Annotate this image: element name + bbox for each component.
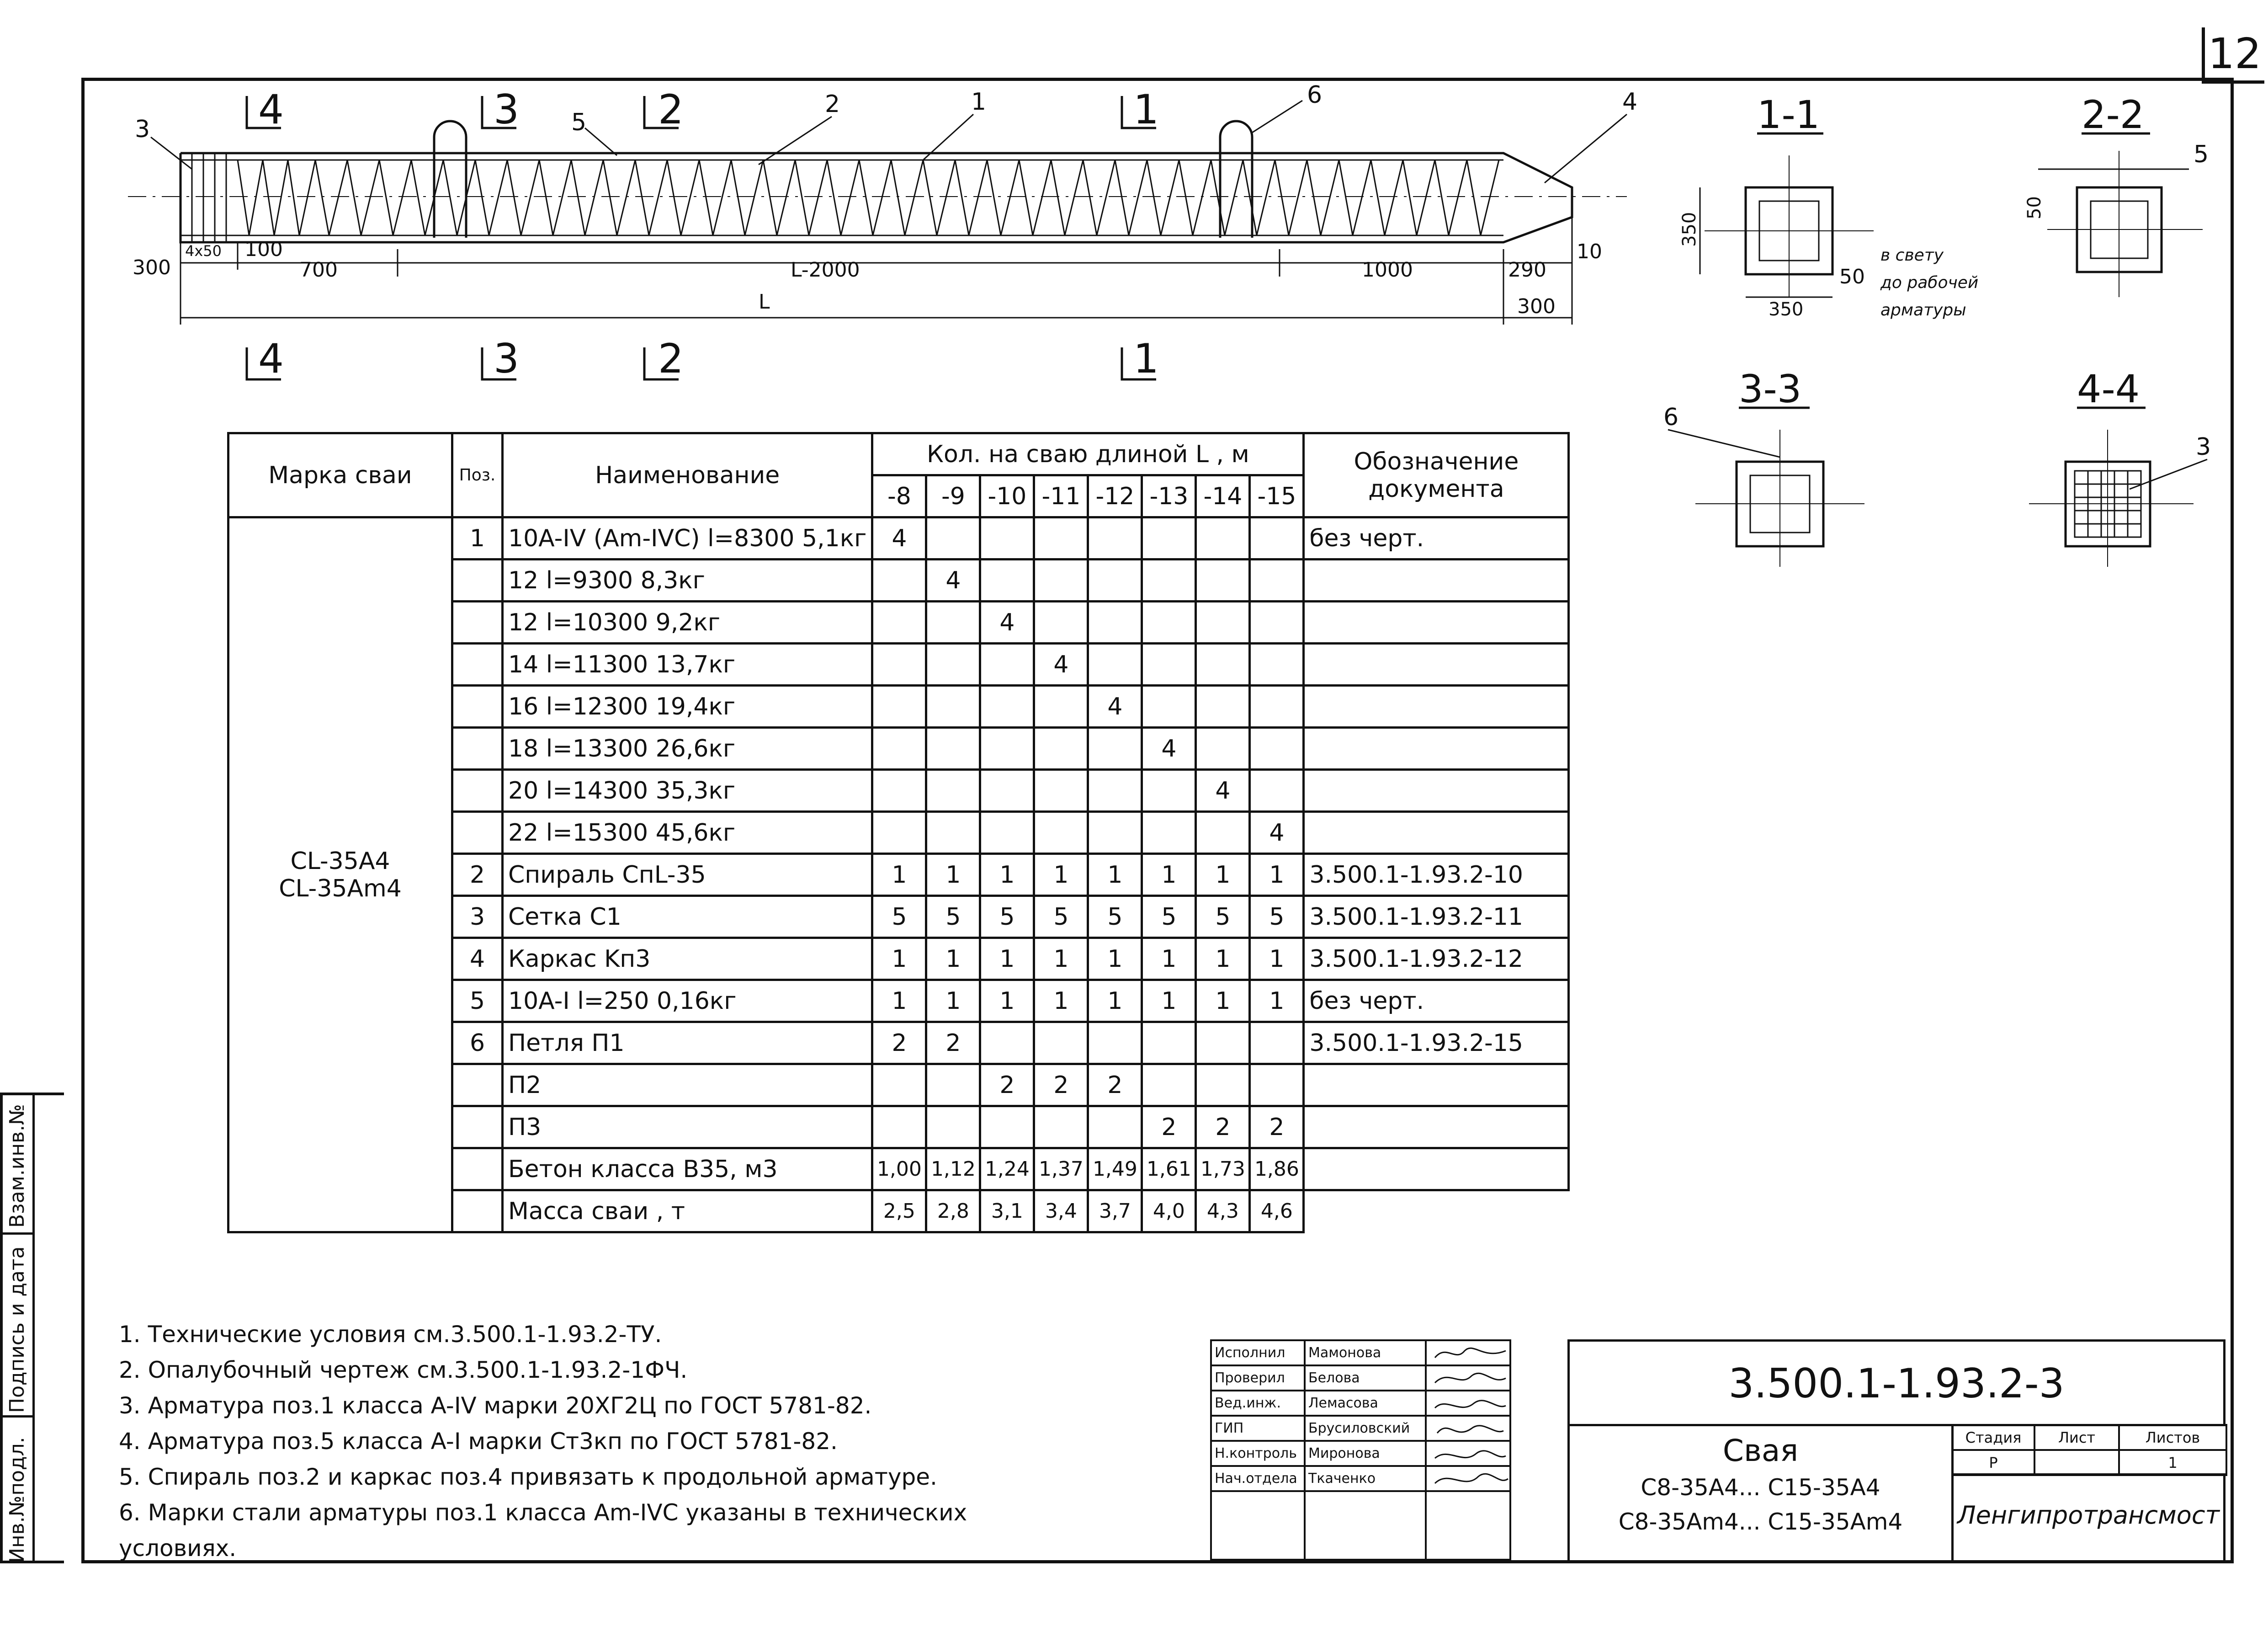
section-1-1-height: 350 [1679, 212, 1700, 247]
doc-cell [1304, 812, 1569, 854]
length-col: -13 [1142, 475, 1196, 517]
doc-cell: 3.500.1-1.93.2-10 [1304, 854, 1569, 896]
qty-cell: 1 [1196, 854, 1250, 896]
person: Мамонова [1305, 1340, 1426, 1365]
qty-cell: 4 [1196, 770, 1250, 812]
header-doc: Обозначение документа [1304, 433, 1569, 517]
header-name: Наименование [503, 433, 872, 517]
name-cell: 16 l=12300 19,4кг [503, 686, 872, 728]
qty-cell [1142, 1022, 1196, 1064]
qty-cell [1196, 517, 1250, 560]
doc-cell [1304, 686, 1569, 728]
doc-cell: 3.500.1-1.93.2-15 [1304, 1022, 1569, 1064]
qty-cell [1250, 728, 1304, 770]
qty-cell: 1 [1196, 980, 1250, 1022]
note-line: 2. Опалубочный чертеж см.3.500.1-1.93.2-1ФЧ. [119, 1357, 688, 1383]
section-1-1-cover: 50 [1839, 265, 1865, 288]
qty-cell: 2 [926, 1022, 980, 1064]
qty-cell: 1 [872, 980, 926, 1022]
qty-cell [980, 560, 1034, 602]
qty-cell: 2 [1142, 1106, 1196, 1148]
length-col: -11 [1034, 475, 1088, 517]
qty-cell: 3,1 [980, 1190, 1034, 1232]
qty-cell [1142, 686, 1196, 728]
qty-cell [1088, 728, 1142, 770]
qty-cell: 2 [1196, 1106, 1250, 1148]
qty-cell [1034, 770, 1088, 812]
qty-cell [1196, 686, 1250, 728]
section-1-1-title: 1-1 [1757, 92, 1820, 137]
qty-cell [1142, 1064, 1196, 1106]
doc-code: 3.500.1-1.93.2-3 [1728, 1360, 2065, 1407]
doc-title: Свая [1722, 1433, 1799, 1468]
qty-cell [926, 602, 980, 644]
qty-cell: 1 [1034, 854, 1088, 896]
dim-4x50: 4x50 [185, 242, 222, 260]
qty-cell [1088, 560, 1142, 602]
qty-cell: 1 [1088, 938, 1142, 980]
qty-cell [1142, 560, 1196, 602]
callout-4: 4 [1622, 88, 1638, 116]
name-cell: Бетон класса B35, м3 [503, 1148, 872, 1190]
dim-10: 10 [1577, 240, 1602, 263]
dim-290: 290 [1508, 258, 1546, 282]
specification-table [227, 432, 1570, 1233]
pos-cell [452, 1064, 503, 1106]
qty-cell: 2,8 [926, 1190, 980, 1232]
qty-cell [926, 770, 980, 812]
qty-cell [1196, 602, 1250, 644]
cut-3-bottom: 3 [494, 335, 519, 382]
cut-2-bottom: 2 [658, 335, 684, 382]
dim-700: 700 [299, 258, 338, 282]
qty-cell: 4,0 [1142, 1190, 1196, 1232]
qty-cell [1088, 1022, 1142, 1064]
sheet-value [2034, 1450, 2119, 1475]
qty-cell: 4 [1142, 728, 1196, 770]
doc-cell [1304, 560, 1569, 602]
name-cell: П3 [503, 1106, 872, 1148]
qty-cell [1250, 517, 1304, 560]
qty-cell: 4,6 [1250, 1190, 1304, 1232]
pile-mark: CL-35Am4 [279, 874, 402, 902]
qty-cell: 1,24 [980, 1148, 1034, 1190]
qty-cell [980, 1022, 1034, 1064]
qty-cell: 1 [980, 938, 1034, 980]
spec-row [228, 517, 1569, 560]
pos-cell [452, 1190, 503, 1232]
qty-cell: 1 [926, 938, 980, 980]
name-cell: 14 l=11300 13,7кг [503, 644, 872, 686]
qty-cell [872, 1064, 926, 1106]
section-4-4-pos: 3 [2196, 433, 2211, 461]
qty-cell: 5 [1250, 896, 1304, 938]
doc-cell: без черт. [1304, 980, 1569, 1022]
qty-cell [980, 686, 1034, 728]
qty-cell [872, 812, 926, 854]
qty-cell [980, 770, 1034, 812]
doc-cell: 3.500.1-1.93.2-12 [1304, 938, 1569, 980]
qty-cell: 1,37 [1034, 1148, 1088, 1190]
pos-cell: 5 [452, 980, 503, 1022]
note-line: 4. Арматура поз.5 класса A-I марки Ст3кп по ГОСТ 5781-82. [119, 1428, 838, 1455]
qty-cell: 1 [926, 854, 980, 896]
callout-3: 3 [135, 116, 150, 143]
qty-cell [872, 770, 926, 812]
cut-1-bottom: 1 [1133, 335, 1159, 382]
length-col: -15 [1250, 475, 1304, 517]
qty-cell [1034, 812, 1088, 854]
callout-1: 1 [971, 88, 987, 116]
qty-cell [1250, 560, 1304, 602]
qty-cell: 5 [1034, 896, 1088, 938]
qty-cell [872, 686, 926, 728]
stage-value: P [1952, 1450, 2034, 1475]
qty-cell [926, 1106, 980, 1148]
note-line: 6. Марки стали арматуры поз.1 класса Am-IVC указаны в технических [119, 1499, 967, 1526]
cut-3-top: 3 [494, 86, 519, 133]
section-1-1-note-3: арматуры [1880, 301, 1966, 320]
qty-cell [1250, 686, 1304, 728]
callout-5: 5 [571, 109, 587, 136]
qty-cell [1142, 517, 1196, 560]
pos-cell: 1 [452, 517, 503, 560]
role: Нач.отдела [1211, 1466, 1305, 1491]
qty-cell: 1 [1088, 854, 1142, 896]
qty-cell: 3,7 [1088, 1190, 1142, 1232]
qty-cell: 1 [1034, 980, 1088, 1022]
dim-1000: 1000 [1362, 258, 1413, 282]
qty-cell [926, 644, 980, 686]
pos-cell: 6 [452, 1022, 503, 1064]
qty-cell: 1 [980, 854, 1034, 896]
qty-cell [1034, 728, 1088, 770]
dim-100: 100 [244, 238, 283, 261]
header-pos: Поз. [452, 433, 503, 517]
pos-cell [452, 728, 503, 770]
qty-cell [1142, 770, 1196, 812]
qty-cell: 4 [1250, 812, 1304, 854]
qty-cell [1196, 1022, 1250, 1064]
length-col: -14 [1196, 475, 1250, 517]
qty-cell: 4 [980, 602, 1034, 644]
name-cell: П2 [503, 1064, 872, 1106]
qty-cell [1196, 560, 1250, 602]
dim-L: L [759, 290, 770, 314]
doc-cell [1304, 770, 1569, 812]
pile-mark: CL-35A4 [290, 847, 390, 875]
qty-cell [1142, 812, 1196, 854]
qty-cell: 1,00 [872, 1148, 926, 1190]
section-views [1627, 82, 2221, 567]
dim-300-right: 300 [1517, 295, 1556, 318]
qty-cell: 5 [926, 896, 980, 938]
cut-4-top: 4 [258, 86, 284, 133]
pos-cell [452, 1148, 503, 1190]
qty-cell [926, 517, 980, 560]
side-label-replace: Взам.инв.№ [5, 1104, 29, 1228]
side-cell-inv [3, 1415, 35, 1563]
length-col: -12 [1088, 475, 1142, 517]
qty-cell [926, 686, 980, 728]
pos-cell [452, 686, 503, 728]
pos-cell: 2 [452, 854, 503, 896]
spiral [238, 160, 1499, 235]
section-3-3-pos: 6 [1663, 404, 1679, 431]
section-2-2-dim: 50 [2024, 196, 2045, 219]
qty-cell: 2 [1088, 1064, 1142, 1106]
length-col: -10 [980, 475, 1034, 517]
cut-2-top: 2 [658, 86, 684, 133]
length-col: -9 [926, 475, 980, 517]
doc-subtitle-1: C8-35A4... C15-35A4 [1641, 1474, 1880, 1501]
pile-outline [181, 153, 1572, 242]
qty-cell [1196, 1064, 1250, 1106]
qty-cell: 5 [980, 896, 1034, 938]
qty-cell: 2,5 [872, 1190, 926, 1232]
org-box [1951, 1473, 2226, 1563]
role: Н.контроль [1211, 1441, 1305, 1466]
doc-cell: без черт. [1304, 517, 1569, 560]
pos-cell: 3 [452, 896, 503, 938]
qty-cell [872, 728, 926, 770]
note-line: условиях. [119, 1535, 237, 1562]
qty-cell: 1,12 [926, 1148, 980, 1190]
sheet-number: 12 [2202, 27, 2264, 84]
qty-cell: 5 [872, 896, 926, 938]
qty-cell [1250, 602, 1304, 644]
qty-cell [1034, 686, 1088, 728]
name-cell: 20 l=14300 35,3кг [503, 770, 872, 812]
callout-6: 6 [1307, 81, 1323, 109]
section-1-1-width: 350 [1769, 299, 1804, 320]
qty-cell: 1 [1250, 938, 1304, 980]
qty-cell [1088, 644, 1142, 686]
qty-cell: 4 [872, 517, 926, 560]
qty-cell: 1,73 [1196, 1148, 1250, 1190]
section-2-2-pos: 5 [2194, 141, 2209, 168]
side-label-inv: Инв.№подл. [5, 1437, 29, 1563]
side-cell-sign [3, 1232, 35, 1415]
qty-cell [980, 728, 1034, 770]
qty-cell: 1,86 [1250, 1148, 1304, 1190]
name-cell: Сетка C1 [503, 896, 872, 938]
qty-cell: 1 [1088, 980, 1142, 1022]
qty-cell [1088, 602, 1142, 644]
qty-cell: 1 [1142, 980, 1196, 1022]
qty-cell: 1 [872, 854, 926, 896]
qty-cell: 1 [1142, 938, 1196, 980]
section-1-1-note-1: в свету [1880, 246, 1944, 265]
signatures [1428, 1342, 1515, 1492]
qty-cell: 3,4 [1034, 1190, 1088, 1232]
doc-cell [1304, 728, 1569, 770]
doc-cell [1304, 1106, 1569, 1148]
qty-cell [980, 1106, 1034, 1148]
person: Миронова [1305, 1441, 1426, 1466]
qty-cell: 1 [980, 980, 1034, 1022]
doc-subtitle-2: C8-35Am4... C15-35Am4 [1618, 1508, 1903, 1535]
qty-cell: 1 [872, 938, 926, 980]
qty-cell [1088, 517, 1142, 560]
qty-cell: 2 [872, 1022, 926, 1064]
notes [119, 1317, 967, 1566]
name-cell: Масса сваи , т [503, 1190, 872, 1232]
doc-cell: 3.500.1-1.93.2-11 [1304, 896, 1569, 938]
name-cell: Петля П1 [503, 1022, 872, 1064]
section-2-2-title: 2-2 [2082, 92, 2145, 137]
pos-cell [452, 770, 503, 812]
section-4-4-title: 4-4 [2077, 367, 2140, 411]
person: Белова [1305, 1365, 1426, 1391]
qty-cell: 5 [1088, 896, 1142, 938]
loop-right [1220, 121, 1252, 238]
qty-cell: 1 [926, 980, 980, 1022]
qty-cell [872, 560, 926, 602]
qty-cell: 1 [1250, 980, 1304, 1022]
qty-cell: 4 [926, 560, 980, 602]
cut-1-top: 1 [1133, 86, 1159, 133]
spec-body [228, 517, 1569, 1232]
pos-cell [452, 644, 503, 686]
cut-4-bottom: 4 [258, 335, 284, 382]
qty-cell [1034, 517, 1088, 560]
sheet-header: Лист [2034, 1425, 2119, 1450]
doc-cell [1304, 644, 1569, 686]
doc-cell [1304, 602, 1569, 644]
qty-cell [1142, 602, 1196, 644]
qty-cell [1034, 1022, 1088, 1064]
pos-cell [452, 1106, 503, 1148]
qty-cell [980, 517, 1034, 560]
pos-cell [452, 602, 503, 644]
qty-cell [1088, 770, 1142, 812]
qty-cell [872, 1106, 926, 1148]
name-cell: Каркас Kп3 [503, 938, 872, 980]
side-label-sign: Подпись и дата [5, 1246, 29, 1413]
dim-300-left: 300 [133, 256, 171, 279]
qty-cell: 1 [1196, 938, 1250, 980]
stage-table [1951, 1424, 2227, 1476]
sheets-value: 1 [2119, 1450, 2226, 1475]
qty-cell: 2 [1250, 1106, 1304, 1148]
qty-cell [1250, 644, 1304, 686]
doc-code-box [1567, 1339, 2226, 1426]
qty-cell [1142, 644, 1196, 686]
note-line: 5. Спираль поз.2 и каркас поз.4 привязать к продольной арматуре. [119, 1464, 937, 1490]
role: ГИП [1211, 1416, 1305, 1441]
qty-cell: 1,61 [1142, 1148, 1196, 1190]
note-line: 1. Технические условия см.3.500.1-1.93.2-ТУ. [119, 1321, 662, 1348]
qty-cell [1196, 812, 1250, 854]
qty-cell: 5 [1142, 896, 1196, 938]
qty-cell: 5 [1196, 896, 1250, 938]
dim-L-2000: L-2000 [791, 258, 860, 282]
qty-cell [926, 812, 980, 854]
qty-cell [1250, 1064, 1304, 1106]
callout-2: 2 [825, 91, 840, 118]
doc-cell [1304, 1064, 1569, 1106]
qty-cell [980, 812, 1034, 854]
person: Брусиловский [1305, 1416, 1426, 1441]
name-cell: 10A-I l=250 0,16кг [503, 980, 872, 1022]
role: Вед.инж. [1211, 1391, 1305, 1416]
qty-cell [1034, 560, 1088, 602]
qty-cell: 2 [980, 1064, 1034, 1106]
pos-cell [452, 560, 503, 602]
sheets-header: Листов [2119, 1425, 2226, 1450]
section-1-1-note-2: до рабочей [1880, 273, 1979, 292]
doc-cell [1304, 1148, 1569, 1190]
qty-cell [1250, 770, 1304, 812]
role: Проверил [1211, 1365, 1305, 1391]
name-cell: 12 l=10300 9,2кг [503, 602, 872, 644]
qty-cell [926, 1064, 980, 1106]
qty-cell [1088, 1106, 1142, 1148]
person: Лемасова [1305, 1391, 1426, 1416]
qty-cell: 1 [1034, 938, 1088, 980]
doc-cell [1304, 1190, 1569, 1232]
name-cell: 18 l=13300 26,6кг [503, 728, 872, 770]
qty-cell: 4,3 [1196, 1190, 1250, 1232]
name-cell: 10A-IV (Am-IVC) l=8300 5,1кг [503, 517, 872, 560]
stage-header: Стадия [1952, 1425, 2034, 1450]
qty-cell: 2 [1034, 1064, 1088, 1106]
side-cell-replace [3, 1095, 35, 1232]
qty-cell [1196, 644, 1250, 686]
qty-cell: 4 [1034, 644, 1088, 686]
qty-cell: 1,49 [1088, 1148, 1142, 1190]
section-3-3-title: 3-3 [1739, 367, 1802, 411]
qty-cell: 1 [1250, 854, 1304, 896]
pile-mark-cell [228, 517, 452, 1232]
qty-cell [1250, 1022, 1304, 1064]
side-strip [0, 1093, 64, 1563]
pos-cell [452, 812, 503, 854]
qty-cell [1196, 728, 1250, 770]
qty-cell [980, 644, 1034, 686]
pos-cell: 4 [452, 938, 503, 980]
qty-cell [872, 602, 926, 644]
qty-cell [926, 728, 980, 770]
name-cell: 12 l=9300 8,3кг [503, 560, 872, 602]
name-cell: 22 l=15300 45,6кг [503, 812, 872, 854]
organization: Ленгипротрансмост [1957, 1501, 2220, 1530]
person: Ткаченко [1305, 1466, 1426, 1491]
role: Исполнил [1211, 1340, 1305, 1365]
qty-cell [1034, 1106, 1088, 1148]
title-box [1567, 1424, 1954, 1563]
qty-cell [1034, 602, 1088, 644]
qty-cell [1088, 812, 1142, 854]
length-col: -8 [872, 475, 926, 517]
qty-cell: 1 [1142, 854, 1196, 896]
name-cell: Спираль CпL-35 [503, 854, 872, 896]
qty-cell [872, 644, 926, 686]
note-line: 3. Арматура поз.1 класса A-IV марки 20ХГ2Ц по ГОСТ 5781-82. [119, 1392, 872, 1419]
header-qty: Кол. на сваю длиной L , м [872, 433, 1304, 475]
qty-cell: 4 [1088, 686, 1142, 728]
header-mark: Марка сваи [228, 433, 452, 517]
